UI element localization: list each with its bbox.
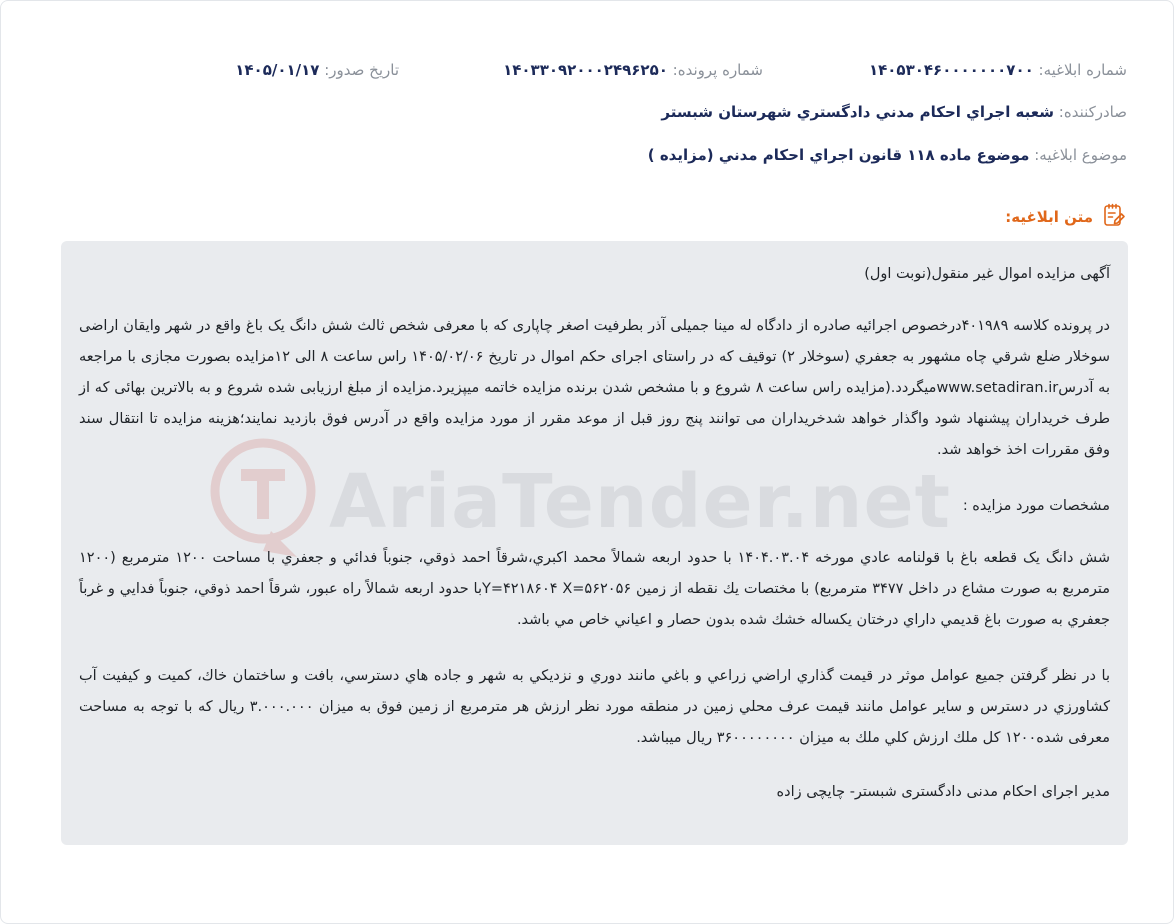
- watermark-text: AriaTender.net: [329, 459, 952, 545]
- subject-value: موضوع ماده ۱۱۸ قانون اجراي احكام مدني (مزايده ): [647, 146, 1030, 164]
- case-number-label: شماره پرونده:: [672, 61, 763, 79]
- issuer-value: شعبه اجراي احكام مدني دادگستري شهرستان شبستر: [661, 103, 1054, 121]
- notice-number-value: ۱۴۰۵۳۰۴۶۰۰۰۰۰۰۰۷۰۰: [868, 61, 1034, 79]
- issuer-field: [61, 101, 1127, 123]
- subject-field: [61, 144, 1127, 166]
- evaluation-text: با در نظر گرفتن جميع عوامل موثر در قيمت گذاري اراضي زراعي و باغي مانند دوري و نزديكي به شهر و جاده هاي دسترسي، بافت و ساختمان خاك، كميت و كيفيت آب كشاورزي در دسترس و ساير عوامل مانند قيمت عرف محلي زمين در منطقه مورد نظر ارزش هر مترمربع از زمين فوق به ميزان ۳.۰۰۰.۰۰۰ ريال كه با توجه به مساحت معرفی شده۱۲۰۰ كل ملك ارزش كلي ملك به ميزان ۳۶۰۰۰۰۰۰۰۰ ريال ميباشد.: [79, 668, 1110, 746]
- notice-text-title: متن ابلاغيه:: [1005, 208, 1093, 226]
- case-number-value: ۱۴۰۳۳۰۹۲۰۰۰۲۴۹۶۲۵۰: [503, 61, 668, 79]
- issue-date-value: ۱۴۰۵/۰۱/۱۷: [235, 61, 320, 79]
- spec-heading: مشخصات مورد مزایده :: [962, 498, 1110, 514]
- auction-body: در پرونده کلاسه ۴۰۱۹۸۹درخصوص اجرائیه صادره از دادگاه له مینا جمیلی آذر بطرفیت اصغر چاپاری که با معرفی شخص ثالث شش دانگ یک باغ واقع در شهر وایقان اراضی سوخلار ضلع شرقي چاه مشهور به جعفري (سوخلار ۲) توقیف که در راستای اجرای حکم اموال در تاریخ ۱۴۰۵/۰۲/۰۶ راس ساعت ۸ الی ۱۲مزایده بصورت مجازی با مراجعه به آدرسwww.setadiran.irمیگردد.(مزایده راس ساعت ۸ شروع و با مشخص شدن برنده مزایده خاتمه میپزیرد.مزایده از مبلغ ارزیابی شده شروع و به بالاترین بهائی که از طرف خریداران پیشنهاد شود واگذار خواهد شدخریداران می توانند پنج روز قبل از موعد مقرر از مورد مزایده واقع در آدرس فوق بازدید نمایند؛هزینه مزایده تا انتقال سند وفق مقررات اخذ خواهد شد.: [79, 318, 1111, 458]
- note-icon: [1101, 202, 1127, 232]
- issuer-label: صادرکننده:: [1058, 103, 1127, 121]
- case-number-field: [503, 59, 763, 81]
- notice-number-label: شماره ابلاغيه:: [1038, 61, 1127, 79]
- signature: مدیر اجرای احکام مدنی دادگستری شبستر- چایچی زاده: [776, 784, 1110, 800]
- issue-date-field: [235, 59, 399, 81]
- notice-content: [61, 241, 1128, 845]
- spec-text: شش دانگ يک قطعه باغ با قولنامه عادي مورخه ۱۴۰۴.۰۳.۰۴ با حدود اربعه شمالاً محمد اكبري،شرقاً احمد ذوقي، جنوباً فدائي و جعفري با مساحت ۱۲۰۰ مترمربع (۱۲۰۰ مترمربع به صورت مشاع در داخل ۳۴۷۷ مترمربع) با مختصات يك نقطه از زمين Y=۴۲۱۸۶۰۴ X=۵۶۲۰۵۶با حدود اربعه شمالاً راه عبور، شرقاً احمد ذوقي، جنوباً فدايي و غرباً جعفري به صورت باغ قديمي داراي درختان يكساله خشك شده بدون حصار و اعياني خاص مي باشد.: [79, 550, 1110, 628]
- issue-date-label: تاریخ صدور:: [324, 61, 399, 79]
- notice-number-field: [869, 59, 1127, 81]
- auction-title: آگهی مزایده اموال غیر منقول(نوبت اول): [864, 266, 1110, 282]
- subject-label: موضوع ابلاغيه:: [1034, 146, 1127, 164]
- notice-text-heading: [1005, 202, 1127, 232]
